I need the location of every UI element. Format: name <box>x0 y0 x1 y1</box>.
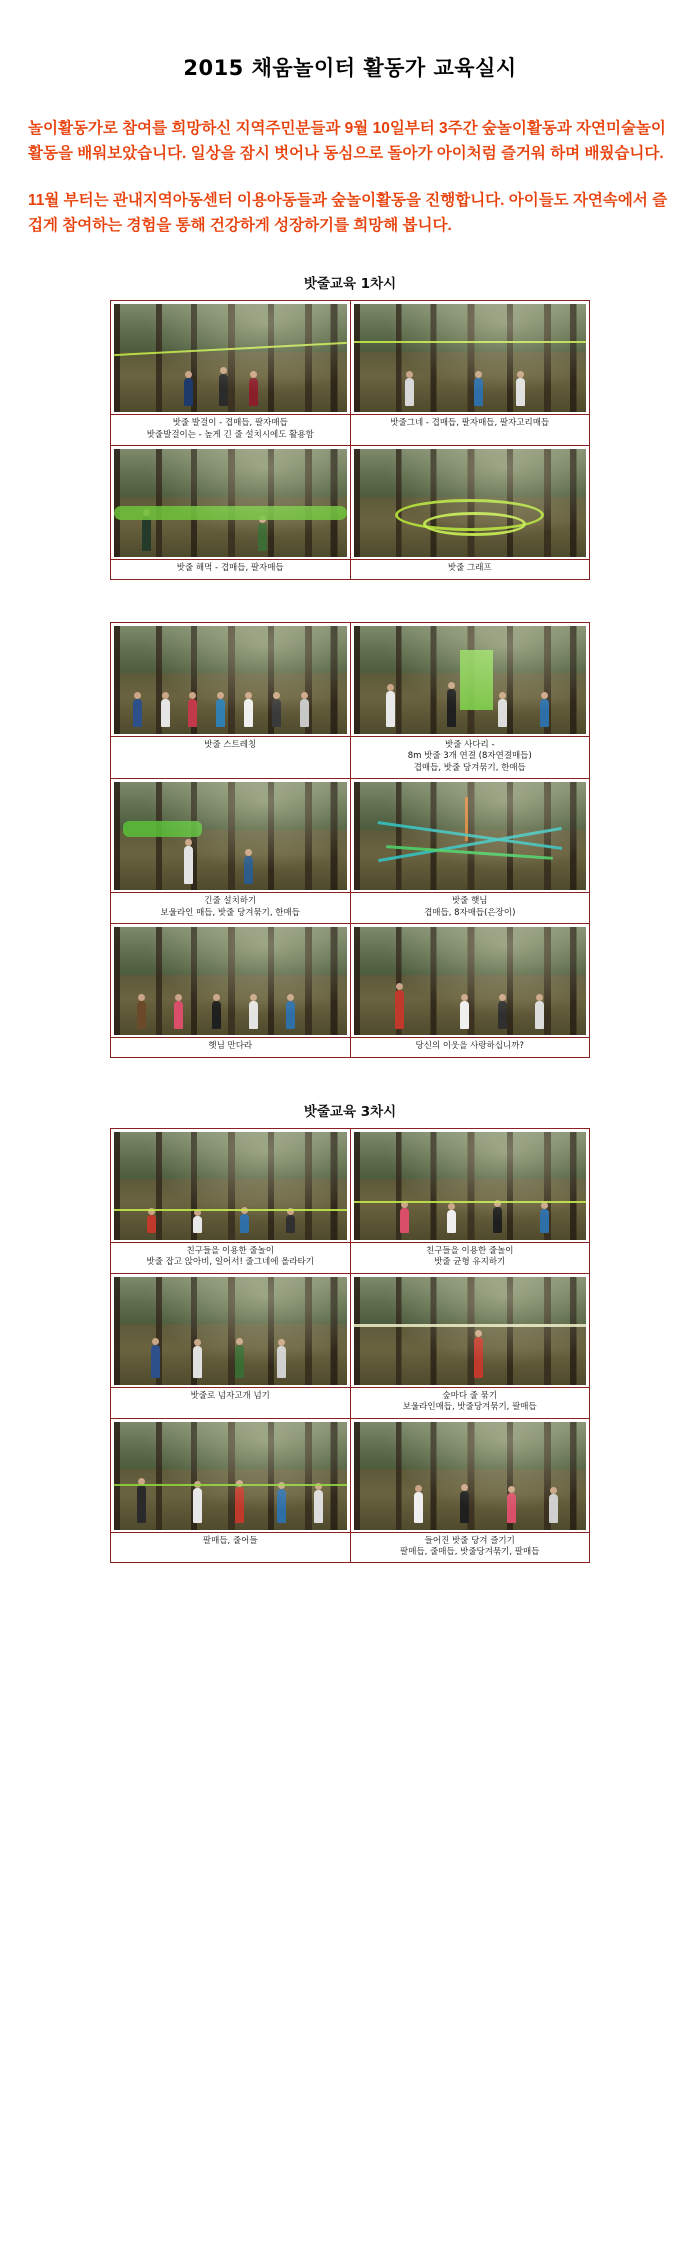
caption-line: 밧줄 해먹 - 겹매듭, 팔자매듭 <box>176 563 284 574</box>
caption-line: 숲마다 줄 묶기 <box>442 1390 498 1401</box>
photo-rope-setup <box>114 782 347 890</box>
photo-rope-tower <box>354 1277 587 1385</box>
caption-line: 햇님 만다라 <box>208 1041 253 1052</box>
caption-line: 밧줄그네 - 겹매듭, 팔자매듭, 팔자고리매듭 <box>390 418 550 429</box>
photo-cell <box>111 924 351 1057</box>
photo-caption <box>351 892 590 923</box>
caption-line: 겹매듭, 8자매듭(은장이) <box>424 907 516 918</box>
photo-caption <box>351 414 590 433</box>
photo-grid <box>110 300 590 579</box>
caption-line: 밧줄 균형 유지하기 <box>434 1257 506 1268</box>
caption-line: 밧줄발걸이는 - 높게 긴 줄 설치시에도 활용함 <box>146 429 314 440</box>
caption-line: 밧줄 그래프 <box>447 563 492 574</box>
caption-line: 밧줄 잡고 앉아비, 일어서! 줄그네에 올라타기 <box>146 1257 314 1268</box>
photo-rope-hammock <box>114 449 347 557</box>
table-row <box>111 1273 590 1418</box>
photo-caption <box>351 1242 590 1273</box>
caption-line: 밧줄로 넘자고개 넘기 <box>190 1390 270 1401</box>
photo-cell <box>111 1418 351 1563</box>
photo-caption <box>111 559 350 578</box>
photo-rope-swing <box>354 304 587 412</box>
table-row <box>111 779 590 924</box>
photo-grid <box>110 622 590 1058</box>
photo-caption <box>351 736 590 778</box>
photo-rope-balance-1 <box>114 1132 347 1240</box>
photo-cell <box>350 924 590 1057</box>
caption-line: 팔매듭, 줄어들 <box>202 1535 258 1546</box>
photo-rope-stretching <box>114 626 347 734</box>
photo-rope-tug-1 <box>114 1422 347 1530</box>
caption-line: 친구들을 이용한 줄놀이 <box>186 1245 274 1256</box>
photo-caption <box>111 1387 350 1406</box>
photo-cell <box>350 1128 590 1273</box>
photo-rope-graph <box>354 449 587 557</box>
photo-caption <box>351 1387 590 1418</box>
table-row <box>111 446 590 579</box>
section-heading: 밧줄교육 3차시 <box>303 1103 397 1120</box>
caption-line: 밧줄 사다리 - <box>444 739 495 750</box>
photo-rope-climb <box>114 1277 347 1385</box>
photo-caption <box>111 1242 350 1273</box>
photo-rope-tug-2 <box>354 1422 587 1530</box>
caption-line: 팔매듭, 줄매듭, 밧줄당겨묶기, 팔매듭 <box>400 1547 540 1557</box>
photo-cell <box>350 779 590 924</box>
caption-line: 8m 밧줄 3개 연결 (8자연결매듭) <box>407 751 532 762</box>
caption-line: 겹매듭, 밧줄 당겨묶기, 한매듭 <box>413 762 526 773</box>
photo-rope-balance-2 <box>354 1132 587 1240</box>
photo-cell <box>111 446 351 579</box>
caption-line: 보울라인매듭, 밧줄당겨묶기, 팔매듭 <box>402 1402 537 1413</box>
section-rope-training-2 <box>0 622 700 1058</box>
photo-cell <box>111 301 351 446</box>
photo-caption <box>351 1037 590 1056</box>
caption-line: 친구들을 이용한 줄놀이 <box>425 1245 514 1256</box>
photo-rope-sun <box>354 782 587 890</box>
intro-text <box>28 116 672 238</box>
photo-caption <box>111 1532 350 1551</box>
table-row <box>111 301 590 446</box>
photo-caption <box>111 414 350 445</box>
photo-cell <box>350 1418 590 1563</box>
table-row <box>111 622 590 778</box>
photo-grid <box>110 1128 590 1564</box>
table-row <box>111 1418 590 1563</box>
document-page <box>0 52 700 2257</box>
photo-caption <box>111 1037 350 1056</box>
page-title: 2015 채움놀이터 활동가 교육실시 <box>183 56 517 80</box>
photo-cell <box>111 779 351 924</box>
caption-line: 들어진 밧줄 당겨 즐기기 <box>424 1535 515 1546</box>
photo-rope-ladder <box>354 626 587 734</box>
caption-line: 보울라인 매듭, 밧줄 당겨묶기, 한매듭 <box>160 907 300 918</box>
photo-sun-mandala <box>114 927 347 1035</box>
photo-caption <box>111 736 350 755</box>
photo-cell <box>111 622 351 778</box>
intro-paragraph-2: 11월 부터는 관내지역아동센터 이용아동들과 숲놀이활동을 진행합니다. 아이들도 자연속에서 즐겁게 참여하는 경험을 통해 건강하게 성장하기를 희망해 봅니다. <box>28 192 668 235</box>
photo-cell <box>350 446 590 579</box>
section-rope-training-3 <box>0 1100 700 1564</box>
photo-cell <box>350 301 590 446</box>
intro-paragraph-1: 놀이활동가로 참여를 희망하신 지역주민분들과 9월 10일부터 3주간 숲놀이활동과 자연미술놀이 활동을 배워보았습니다. 일상을 잠시 벗어나 동심으로 돌아가 아이처럼 즐거워 하며 배웠습니다. <box>28 120 666 163</box>
table-row <box>111 1128 590 1273</box>
caption-line: 밧줄 햇님 <box>451 896 488 907</box>
table-row <box>111 924 590 1057</box>
section-heading: 밧줄교육 1차시 <box>303 276 397 293</box>
caption-line: 밧줄 발걸이 - 겹매듭, 팔자매듭 <box>172 418 288 429</box>
section-rope-training-1 <box>0 272 700 579</box>
caption-line: 당신의 이웃을 사랑하십니까? <box>415 1041 524 1052</box>
caption-line: 밧줄 스트레칭 <box>204 739 257 750</box>
caption-line: 긴줄 설치하기 <box>204 896 257 907</box>
photo-caption <box>111 892 350 923</box>
photo-cell <box>350 622 590 778</box>
photo-forest-question <box>354 927 587 1035</box>
photo-cell <box>111 1128 351 1273</box>
photo-cell <box>111 1273 351 1418</box>
photo-cell <box>350 1273 590 1418</box>
photo-caption <box>351 559 590 578</box>
photo-caption <box>351 1532 590 1563</box>
photo-rope-footstep <box>114 304 347 412</box>
